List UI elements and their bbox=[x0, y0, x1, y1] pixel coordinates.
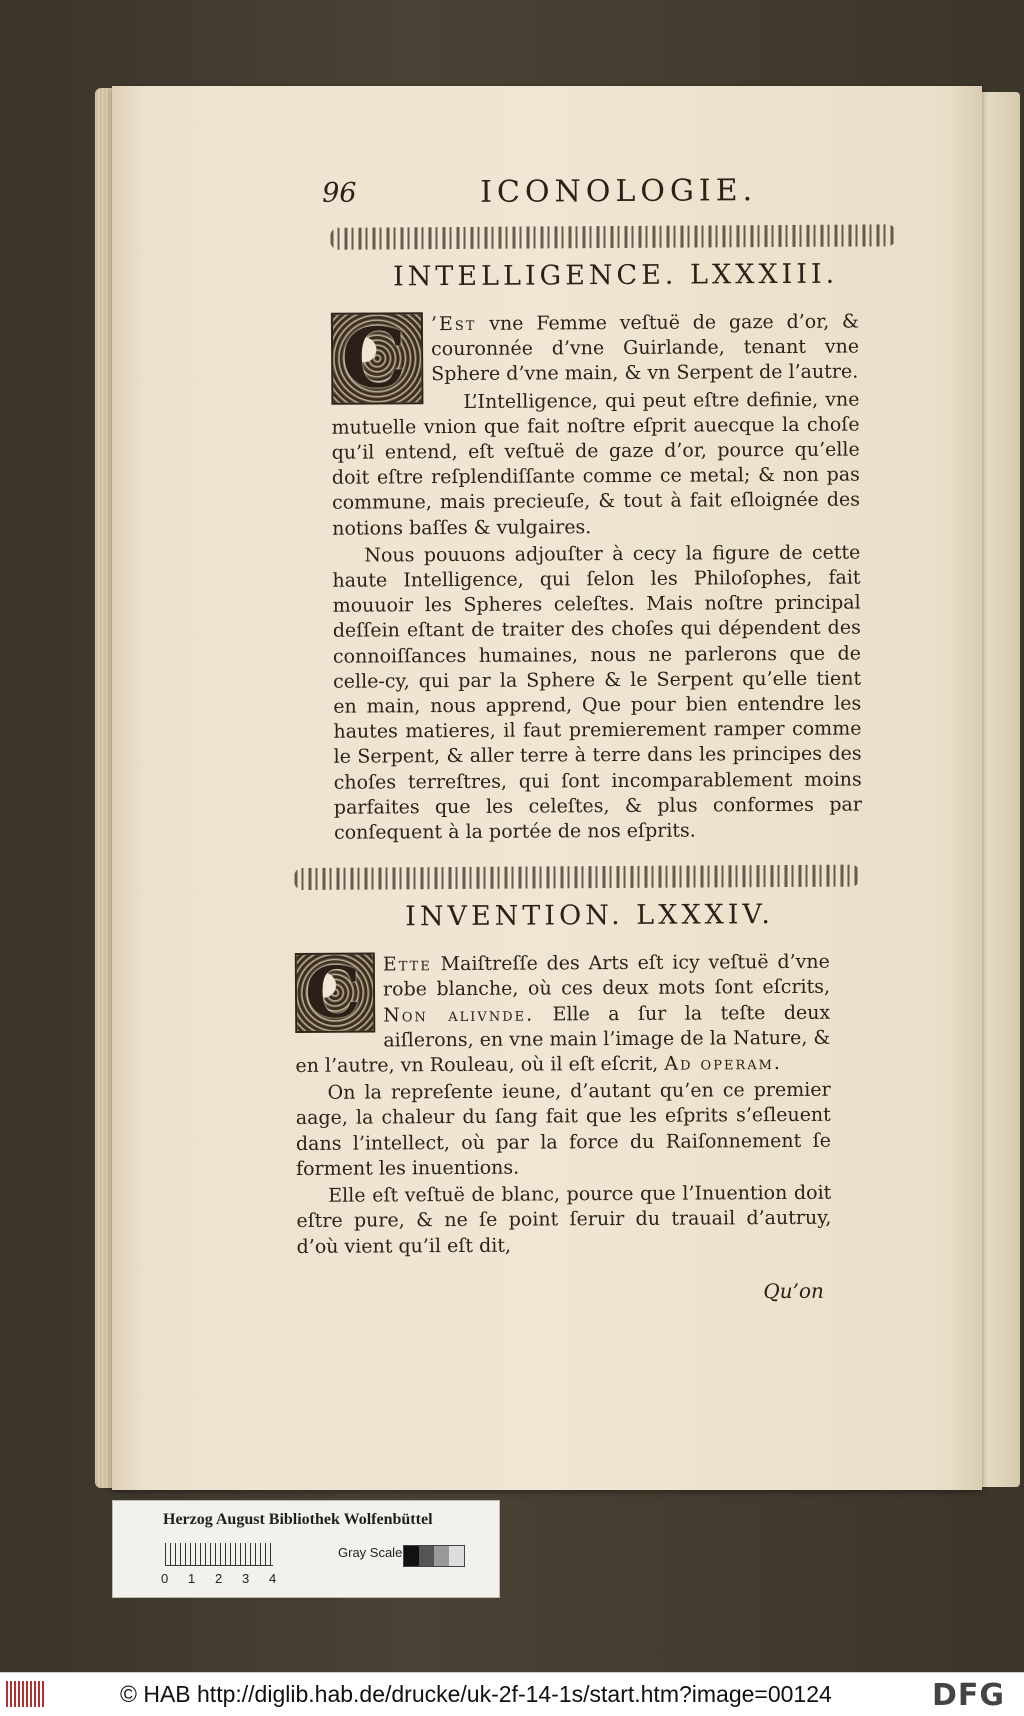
ornament-band bbox=[330, 224, 895, 249]
paragraph: L’Intelligence, qui peut eſtre definie, vne mutuelle vnion que fait noſtre eſprit auecque la choſe qu’il entend, eſt veſtuë de gaze d’or, pource qu’elle doit eſtre reſplendiſſante comme ce metal; & non pas commune, mais precieuſe, & tout à fait eſloignée des notions baſſes & vulgaires. bbox=[331, 388, 861, 540]
paragraph-text: vne Femme veſtuë de gaze d’or, & couronnée d’vne Guirlande, tenant vne Sphere d’vne main, & vn Serpent de l’autre. bbox=[431, 310, 860, 386]
drop-cap-ornament bbox=[295, 950, 375, 1035]
footer-url[interactable]: © HAB http://diglib.hab.de/drucke/uk-2f-14-1s/start.htm?image=00124 bbox=[120, 1681, 832, 1707]
color-calibration-card bbox=[112, 1500, 500, 1598]
drop-cap-letter: C bbox=[340, 310, 407, 407]
gray-swatch bbox=[419, 1546, 434, 1566]
ruler-scale bbox=[165, 1543, 273, 1566]
gray-swatch bbox=[404, 1546, 419, 1566]
section-heading-invention: INVENTION. LXXXIV. bbox=[405, 899, 774, 933]
ruler-number: 3 bbox=[242, 1571, 250, 1586]
gray-swatch bbox=[434, 1546, 449, 1566]
paragraph: Elle eſt veſtuë de blanc, pource que l’Inuention doit eſtre pure, & ne ſe point ſeruir du trauail d’autruy, d’où vient qu’il eſt dit, bbox=[296, 1181, 832, 1258]
section-intelligence bbox=[331, 310, 862, 846]
motto: Ad operam. bbox=[664, 1052, 783, 1075]
paragraph-text: Maiſtreſſe des Arts eſt icy veſtuë d’vne robe blanche, où ces deux mots ſont eſcrits, bbox=[382, 950, 831, 1001]
ruler-number: 2 bbox=[215, 1571, 223, 1586]
library-name: Herzog August Bibliothek Wolfenbüttel bbox=[163, 1511, 433, 1528]
drop-cap-ornament bbox=[331, 312, 424, 405]
section-invention bbox=[295, 950, 832, 1306]
paragraph: On la repreſente ieune, d’autant qu’en ce premier aage, la chaleur du ſang fait que les eſprits s’eſleuent dans l’intellect, où par la force du Raiſonnement ſe forment les inuentions. bbox=[295, 1078, 832, 1180]
gray-swatch bbox=[449, 1546, 464, 1566]
ornament-band bbox=[294, 865, 859, 890]
footer-bar bbox=[0, 1672, 1024, 1716]
ruler-number: 0 bbox=[161, 1571, 169, 1586]
first-word: Ette bbox=[382, 953, 432, 976]
barcode-icon bbox=[6, 1681, 46, 1707]
running-title: ICONOLOGIE. bbox=[480, 173, 758, 210]
paragraph: Nous pouuons adjouſter à cecy la figure de cette haute Intelligence, qui ſelon les Philoſophes, fait mouuoir les Spheres celeſtes. Mais noſtre principal deſſein eſtant de traiter des choſes qui dépendent des connoiſſances humaines, nous ne parlerons que de celle-cy, qui par la Sphere & le Serpent qu’elle tient en main, nous apprend, Que pour bien entendre les hautes matieres, il faut premierement ramper comme le Serpent, & aller terre à terre dans les principes des choſes terreſtres, qui ſont incomparablement moins parfaites que les celeſtes, & plus conformes par conſequent à la portée de nos eſprits. bbox=[332, 541, 862, 844]
running-head bbox=[290, 166, 900, 212]
page-text bbox=[290, 166, 907, 1305]
page-number: 96 bbox=[322, 177, 357, 209]
ruler-number: 4 bbox=[269, 1571, 277, 1586]
first-word: ’Est bbox=[430, 312, 477, 336]
motto: Non alivnde. bbox=[383, 1003, 535, 1027]
gray-scale-swatches bbox=[403, 1545, 465, 1567]
section-heading-intelligence: INTELLIGENCE. LXXXIII. bbox=[392, 258, 839, 293]
drop-cap-letter: C bbox=[304, 950, 361, 1035]
ruler-number: 1 bbox=[188, 1571, 196, 1586]
paragraph-text: Elle a ſur la teſte deux aiſlerons, en vne main l’image de la Nature, & en l’autre, vn Rouleau, où il eſt eſcrit, bbox=[295, 1001, 831, 1078]
dfg-logo: DFG bbox=[932, 1678, 1006, 1713]
gray-scale-label: Gray Scale bbox=[338, 1545, 403, 1560]
catchword: Qu’on bbox=[763, 1278, 824, 1303]
